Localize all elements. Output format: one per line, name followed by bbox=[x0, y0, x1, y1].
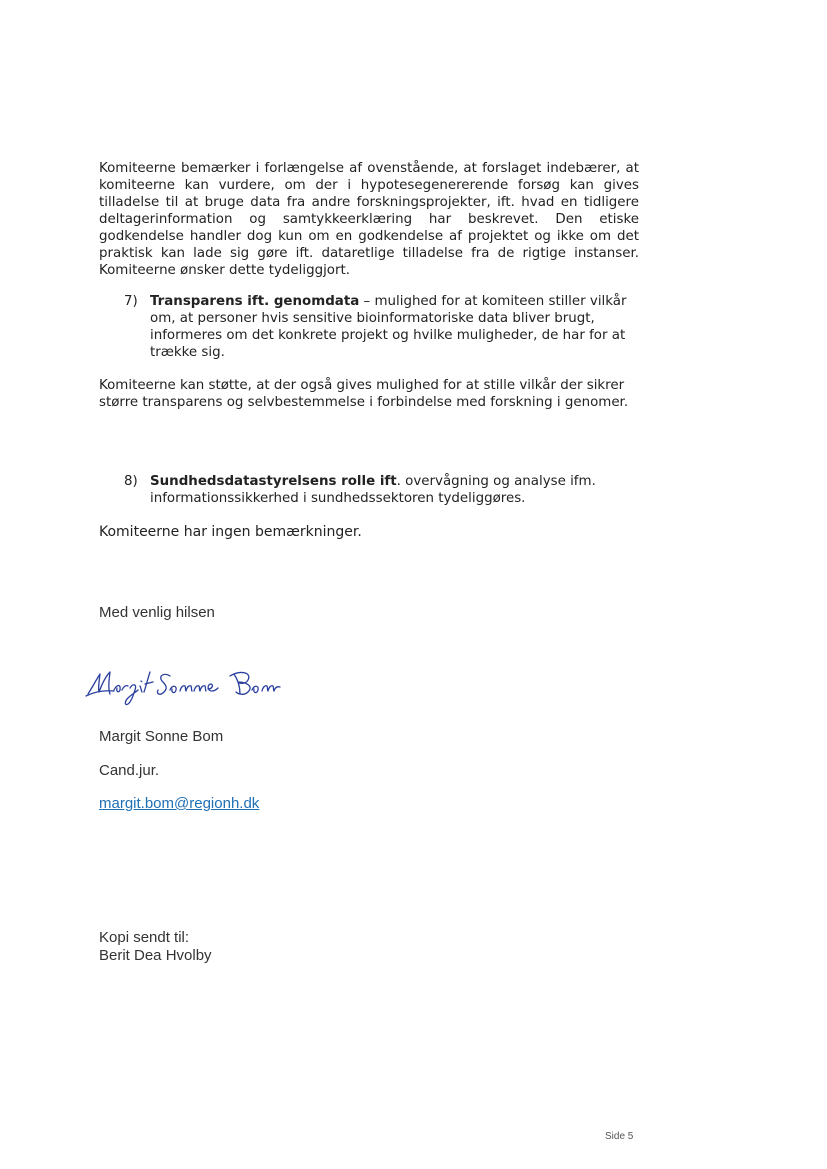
paragraph-after-item-7: Komiteerne kan støtte, at der også gives mulighed for at stille vilkår der sikrer større transparens og selvbestemmelse i forbindelse med forskning i genomer. bbox=[99, 378, 629, 410]
list-item-8-number: 8) bbox=[124, 474, 138, 489]
paragraph-after-item-8: Komiteerne har ingen bemærkninger. bbox=[99, 524, 362, 540]
list-item-8 bbox=[124, 473, 634, 507]
list-item-8-title: Sundhedsdatastyrelsens rolle ift bbox=[150, 474, 397, 489]
signer-email-link[interactable]: margit.bom@regionh.dk bbox=[99, 795, 260, 812]
signer-title: Cand.jur. bbox=[99, 762, 160, 779]
list-item-7 bbox=[124, 293, 634, 361]
page-number: Side 5 bbox=[605, 1131, 634, 1142]
closing-greeting: Med venlig hilsen bbox=[99, 604, 215, 621]
list-item-8-body bbox=[150, 473, 634, 507]
list-item-7-title: Transparens ift. genomdata bbox=[150, 294, 360, 309]
signature-image bbox=[84, 662, 284, 710]
list-item-7-body bbox=[150, 293, 634, 361]
copy-label: Kopi sendt til: bbox=[99, 929, 190, 946]
list-item-7-text: – mulighed for at komiteen stiller vilkår om, at personer hvis sensitive bioinformatoriske data bliver brugt, informeres om det konkrete projekt og hvilke muligheder, de har for at trække sig. bbox=[150, 294, 627, 360]
signer-name: Margit Sonne Bom bbox=[99, 728, 224, 745]
list-item-8-text: . overvågning og analyse ifm. informationssikkerhed i sundhedssektoren tydeliggøres. bbox=[150, 474, 596, 506]
copy-recipient: Berit Dea Hvolby bbox=[99, 947, 212, 964]
intro-paragraph: Komiteerne bemærker i forlængelse af ovenstående, at forslaget indebærer, at komiteerne kan vurdere, om der i hypotesegenererende forsøg kan gives tilladelse til at bruge data fra andre forskningsprojekter, ift. hvad en tidligere deltagerinformation og samtykkeerklæring har beskrevet. Den etiske godkendelse handler dog kun om en godkendelse af projektet og ikke om det praktisk kan lade sig gøre ift. dataretlige tilladelse fra de rigtige instanser. Komiteerne ønsker dette tydeliggjort. bbox=[99, 161, 639, 278]
list-item-7-number: 7) bbox=[124, 294, 138, 309]
signer-email-line bbox=[99, 795, 639, 813]
